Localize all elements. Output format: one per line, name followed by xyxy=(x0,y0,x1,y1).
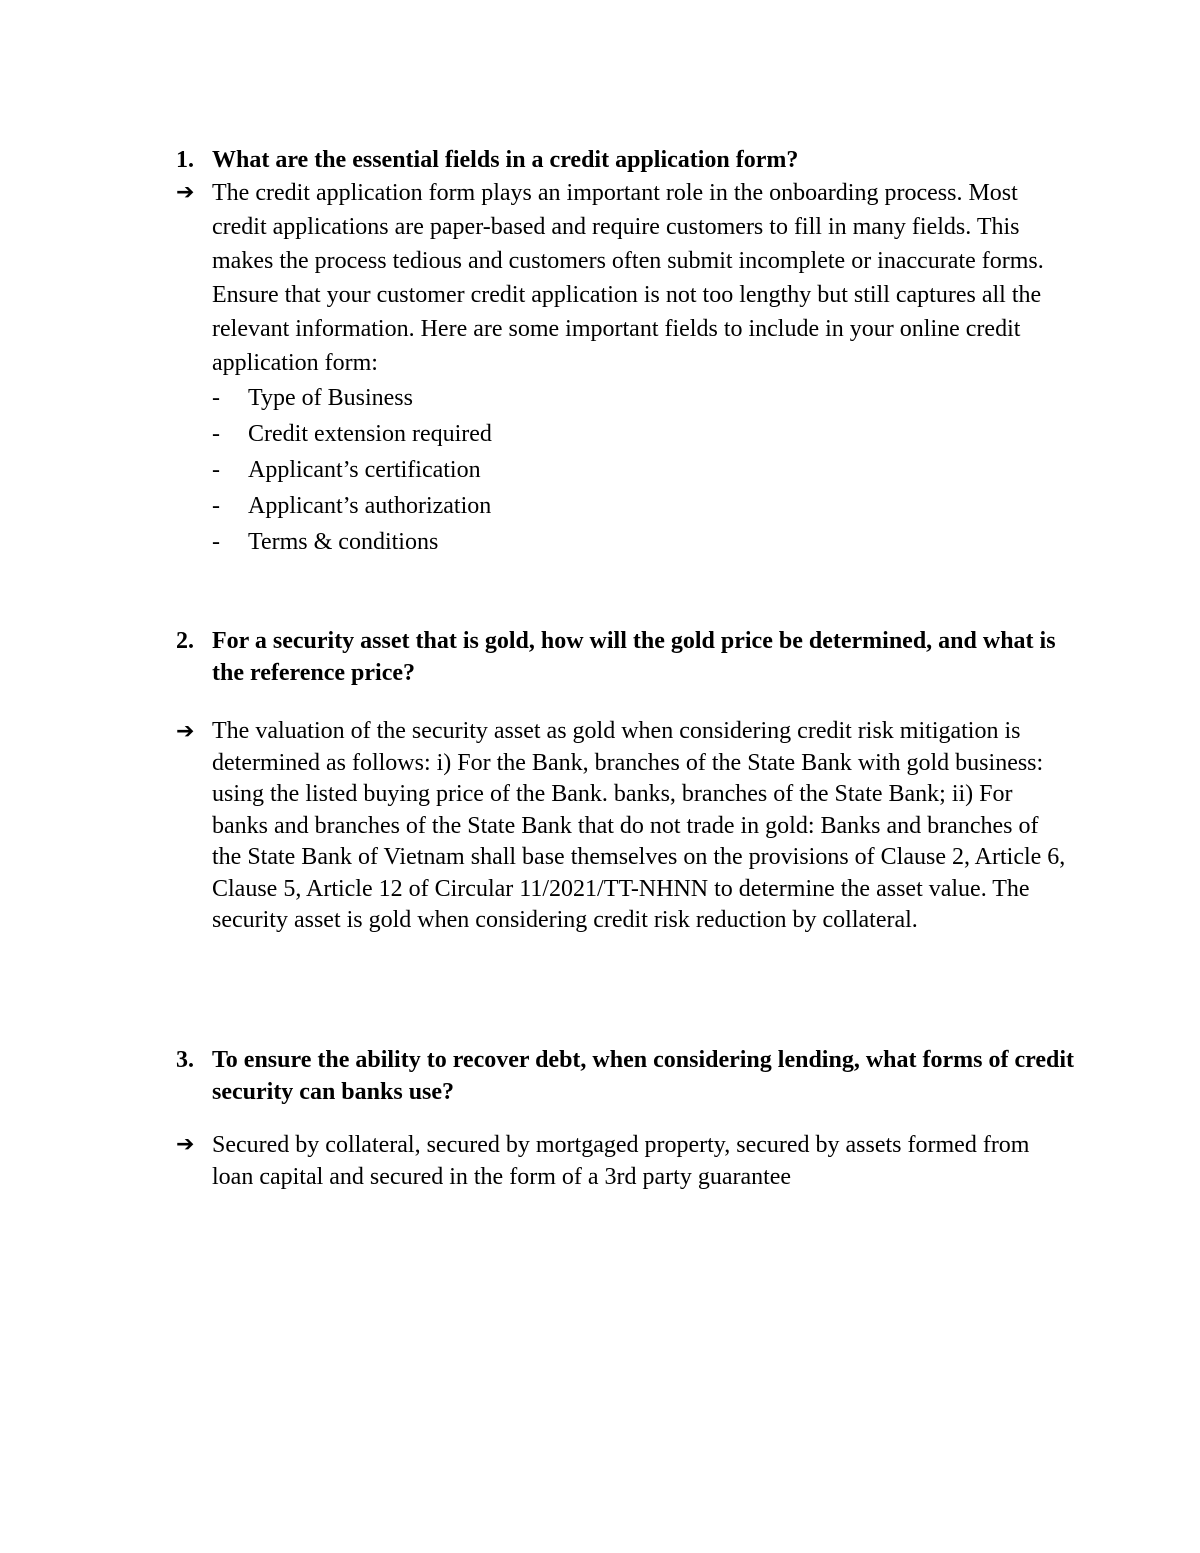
list-item: - Applicant’s certification xyxy=(212,452,1066,488)
dash-icon: - xyxy=(212,457,220,483)
question-text: To ensure the ability to recover debt, when considering lending, what forms of credit security can banks use? xyxy=(212,1047,1074,1105)
right-arrow-icon: ➔ xyxy=(176,180,195,205)
answer-text: The valuation of the security asset as gold when considering credit risk mitigation is determined as follows: i) For the Bank, branches of the State Bank with gold business: using the listed buying price of the Bank. banks, branches of the State Bank; ii) For banks and branches of the State Bank that do not trade in gold: Banks and branches of the State Bank of Vietnam shall base themselves on the provisions of Clause 2, Article 6, Clause 5, Article 12 of Circular 11/2021/TT-NHNN to determine the asset value. The security asset is gold when considering credit risk reduction by collateral. xyxy=(212,718,1066,933)
dash-icon: - xyxy=(212,421,220,447)
question-number: 1. xyxy=(176,147,194,173)
question-3 xyxy=(176,1044,1076,1108)
answer-2 xyxy=(176,716,1066,937)
dash-icon: - xyxy=(212,385,220,411)
dash-icon: - xyxy=(212,493,220,519)
question-text: What are the essential fields in a credit application form? xyxy=(212,147,799,173)
answer-1 xyxy=(176,176,1066,560)
question-1 xyxy=(176,144,1076,176)
question-2 xyxy=(176,625,1076,689)
list-item: - Credit extension required xyxy=(212,416,1066,452)
list-item: - Type of Business xyxy=(212,380,1066,416)
right-arrow-icon: ➔ xyxy=(176,719,195,744)
right-arrow-icon: ➔ xyxy=(176,1132,195,1157)
answer-3 xyxy=(176,1129,1066,1193)
bullet-list xyxy=(176,380,1066,560)
list-item: - Applicant’s authorization xyxy=(212,488,1066,524)
question-number: 3. xyxy=(176,1047,194,1073)
answer-text: Secured by collateral, secured by mortgaged property, secured by assets formed from loan capital and secured in the form of a 3rd party guarantee xyxy=(212,1132,1030,1190)
dash-icon: - xyxy=(212,529,220,555)
list-item: - Terms & conditions xyxy=(212,524,1066,560)
question-number: 2. xyxy=(176,628,194,654)
question-text: For a security asset that is gold, how will the gold price be determined, and what is the reference price? xyxy=(212,628,1056,686)
answer-text: The credit application form plays an important role in the onboarding process. Most credit applications are paper-based and require customers to fill in many fields. This makes the process tedious and customers often submit incomplete or inaccurate forms. Ensure that your customer credit application is not too lengthy but still captures all the relevant information. Here are some important fields to include in your online credit application form: xyxy=(212,180,1044,376)
